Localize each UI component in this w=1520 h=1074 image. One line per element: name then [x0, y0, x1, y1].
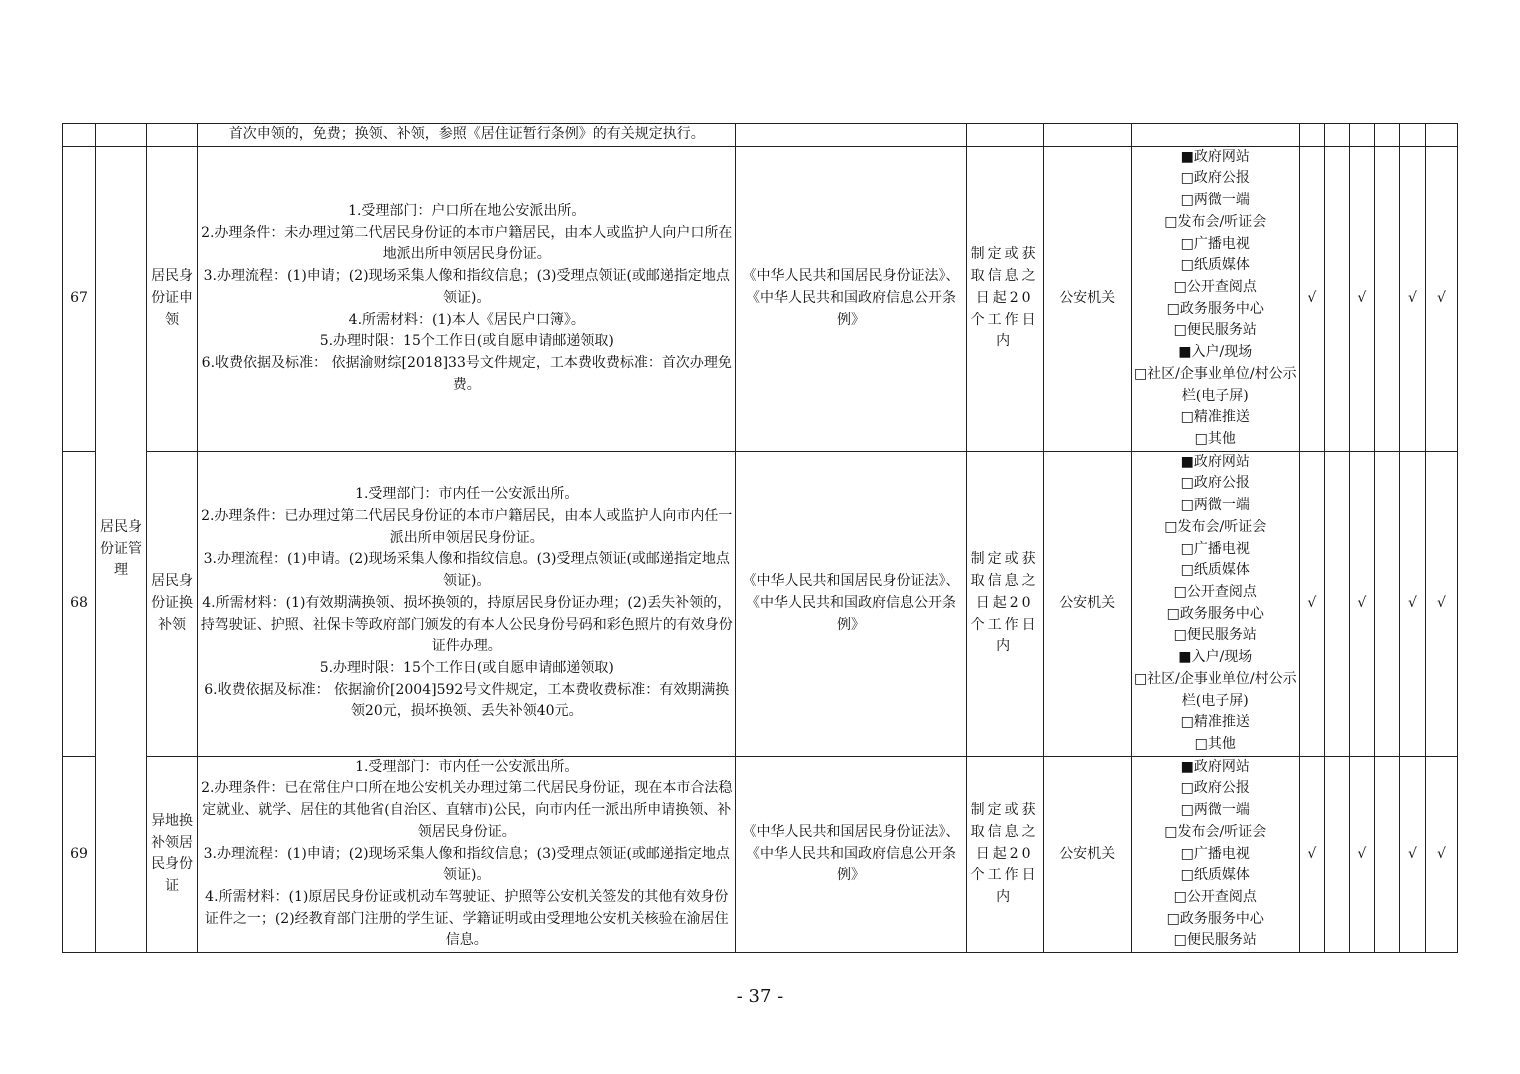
disclosure-table	[62, 123, 1458, 953]
check-mark	[1374, 146, 1399, 451]
channel-item: □政府公报	[1180, 475, 1250, 492]
content-line: 2.办理条件：已在常住户口所在地公安机关办理过第二代居民身份证，现在本市合法稳定就业、就学、居住的其他省(自治区、直辖市)公民，向市内任一派出所申请换领、补领居民身份证。	[201, 780, 733, 840]
check-mark: √	[1425, 756, 1457, 952]
content-line: 3.办理流程：(1)申请；(2)现场采集人像和指纹信息；(3)受理点领证(或邮递指定地点领证)。	[203, 845, 730, 884]
cell-empty	[63, 124, 96, 147]
content-line: 4.所需材料：(1)原居民身份证或机动车驾驶证、护照等公安机关签发的其他有效身份证件之一；(2)经教育部门注册的学生证、学籍证明或由受理地公安机关核验在渝居住信息。	[204, 888, 729, 949]
cell-empty	[1324, 124, 1349, 147]
channel-item: □发布会/听证会	[1164, 213, 1267, 230]
cell-empty	[1043, 124, 1131, 147]
row-number: 67	[63, 146, 96, 451]
table-row	[63, 451, 1458, 756]
channel-item: □发布会/听证会	[1164, 518, 1267, 535]
legal-basis: 《中华人民共和国居民身份证法》、《中华人民共和国政府信息公开条例》	[736, 451, 966, 756]
content-line: 2.办理条件：已办理过第二代居民身份证的本市户籍居民，由本人或监护人向市内任一派出所申领居民身份证。	[201, 508, 733, 546]
check-mark: √	[1399, 451, 1425, 756]
cell-empty	[1349, 124, 1374, 147]
channel-item: ■入户/现场	[1178, 649, 1253, 666]
content-line: 1.受理部门：市内任一公安派出所。	[355, 486, 579, 503]
channel-item: □纸质媒体	[1180, 257, 1250, 274]
channel-item: ■政府网站	[1180, 148, 1250, 165]
table-row	[63, 756, 1458, 952]
item-name: 居民身份证换补领	[147, 451, 198, 756]
content-line: 4.所需材料：(1)有效期满换领、损坏换领的，持原居民身份证办理；(2)丢失补领的，持驾驶证、护照、社保卡等政府部门颁发的有本人公民身份号码和彩色照片的有效身份证件办理。	[200, 594, 733, 655]
channel-item: □政务服务中心	[1166, 910, 1264, 927]
channel-item: □两微一端	[1180, 497, 1250, 514]
channel-item: □公开查阅点	[1173, 888, 1257, 905]
check-mark	[1324, 756, 1349, 952]
category-label: 居民身份证管理	[100, 518, 143, 579]
channel-item: □公开查阅点	[1173, 584, 1257, 600]
responsible-subject: 公安机关	[1043, 146, 1131, 451]
check-mark	[1324, 146, 1349, 451]
cell-empty	[1131, 124, 1299, 147]
check-mark: √	[1299, 756, 1324, 952]
channel-item: □纸质媒体	[1180, 562, 1250, 579]
channels-list	[1131, 146, 1299, 451]
legal-basis: 《中华人民共和国居民身份证法》、《中华人民共和国政府信息公开条例》	[736, 756, 966, 952]
channel-item: □两微一端	[1180, 802, 1250, 819]
cell-empty	[966, 124, 1043, 147]
channel-item: □便民服务站	[1173, 627, 1257, 644]
check-mark	[1324, 451, 1349, 756]
legal-basis: 《中华人民共和国居民身份证法》、《中华人民共和国政府信息公开条例》	[736, 146, 966, 451]
channel-item: □其他	[1194, 430, 1236, 447]
item-content	[198, 146, 736, 451]
check-mark: √	[1425, 146, 1457, 451]
item-content	[198, 756, 736, 952]
cell-empty	[736, 124, 966, 147]
table-row-continuation	[63, 124, 1458, 147]
item-name: 异地换补领居民身份证	[147, 756, 198, 952]
time-limit: 制定或获取信息之日起20个工作日内	[966, 756, 1043, 952]
channel-item: ■政府网站	[1180, 758, 1250, 775]
channel-item: □其他	[1194, 735, 1236, 752]
cell-empty	[1399, 124, 1425, 147]
check-mark: √	[1399, 756, 1425, 952]
cell-empty	[96, 124, 147, 147]
content-line: 3.办理流程：(1)申请；(2)现场采集人像和指纹信息；(3)受理点领证(或邮递指定地点领证)。	[203, 268, 730, 306]
responsible-subject: 公安机关	[1043, 756, 1131, 952]
channel-item: □纸质媒体	[1180, 867, 1250, 884]
check-mark: √	[1299, 146, 1324, 451]
channel-item: □广播电视	[1180, 540, 1250, 557]
channel-item: □政府公报	[1180, 780, 1250, 797]
table-row	[63, 146, 1458, 451]
content-line: 2.办理条件：未办理过第二代居民身份证的本市户籍居民，由本人或监护人向户口所在地派出所申领居民身份证。	[201, 224, 733, 263]
channels-list	[1131, 756, 1299, 952]
channel-item: □政府公报	[1180, 170, 1250, 187]
content-line: 6.收费依据及标准： 依据渝价[2004]592号文件规定，工本费收费标准：有效期满换领20元，损坏换领、丢失补领40元。	[204, 681, 730, 720]
cell-empty	[1374, 124, 1399, 147]
channel-item: □精准推送	[1180, 714, 1250, 731]
check-mark	[1374, 451, 1399, 756]
check-mark	[1374, 756, 1399, 952]
channel-item: □社区/企事业单位/村公示栏(电子屏)	[1133, 365, 1297, 404]
content-line: 6.收费依据及标准： 依据渝财综[2018]33号文件规定，工本费收费标准：首次办理免费。	[201, 354, 732, 393]
responsible-subject: 公安机关	[1043, 451, 1131, 756]
item-content	[198, 451, 736, 756]
channel-item: □便民服务站	[1173, 322, 1257, 339]
channel-item: ■入户/现场	[1178, 344, 1253, 361]
item-name: 居民身份证申领	[147, 146, 198, 451]
channel-item: □社区/企事业单位/村公示栏(电子屏)	[1133, 670, 1297, 709]
channel-item: □政务服务中心	[1166, 605, 1264, 622]
cell-empty	[1299, 124, 1324, 147]
row-number: 69	[63, 756, 96, 952]
check-mark: √	[1349, 146, 1374, 451]
content-line: 5.办理时限：15个工作日(或自愿申请邮递领取)	[319, 333, 614, 350]
channel-item: □便民服务站	[1173, 932, 1257, 949]
time-limit: 制定或获取信息之日起20个工作日内	[966, 451, 1043, 756]
channel-item: □公开查阅点	[1173, 279, 1257, 295]
content-line: 1.受理部门：市内任一公安派出所。	[355, 758, 579, 775]
channel-item: □发布会/听证会	[1164, 823, 1267, 840]
check-mark: √	[1349, 451, 1374, 756]
content-line: 5.办理时限：15个工作日(或自愿申请邮递领取)	[319, 659, 614, 676]
channel-item: □精准推送	[1180, 409, 1250, 426]
category-cell	[96, 146, 147, 952]
channel-item: □广播电视	[1180, 235, 1250, 252]
cell-empty	[147, 124, 198, 147]
channels-list	[1131, 451, 1299, 756]
check-mark: √	[1299, 451, 1324, 756]
check-mark: √	[1349, 756, 1374, 952]
channel-item: ■政府网站	[1180, 453, 1250, 470]
row-number: 68	[63, 451, 96, 756]
content-line: 1.受理部门：户口所在地公安派出所。	[348, 203, 586, 220]
channel-item: □广播电视	[1180, 845, 1250, 862]
time-limit: 制定或获取信息之日起20个工作日内	[966, 146, 1043, 451]
page-number: - 37 -	[736, 986, 784, 1007]
content-line: 4.所需材料：(1)本人《居民户口簿》。	[348, 311, 585, 328]
continuation-content: 首次申领的，免费；换领、补领，参照《居住证暂行条例》的有关规定执行。	[198, 124, 736, 147]
content-line: 3.办理流程：(1)申请。(2)现场采集人像和指纹信息。(3)受理点领证(或邮递指定地点领证)。	[203, 551, 730, 590]
cell-empty	[1425, 124, 1457, 147]
channel-item: □两微一端	[1180, 192, 1250, 209]
check-mark: √	[1399, 146, 1425, 451]
check-mark: √	[1425, 451, 1457, 756]
channel-item: □政务服务中心	[1166, 300, 1264, 317]
